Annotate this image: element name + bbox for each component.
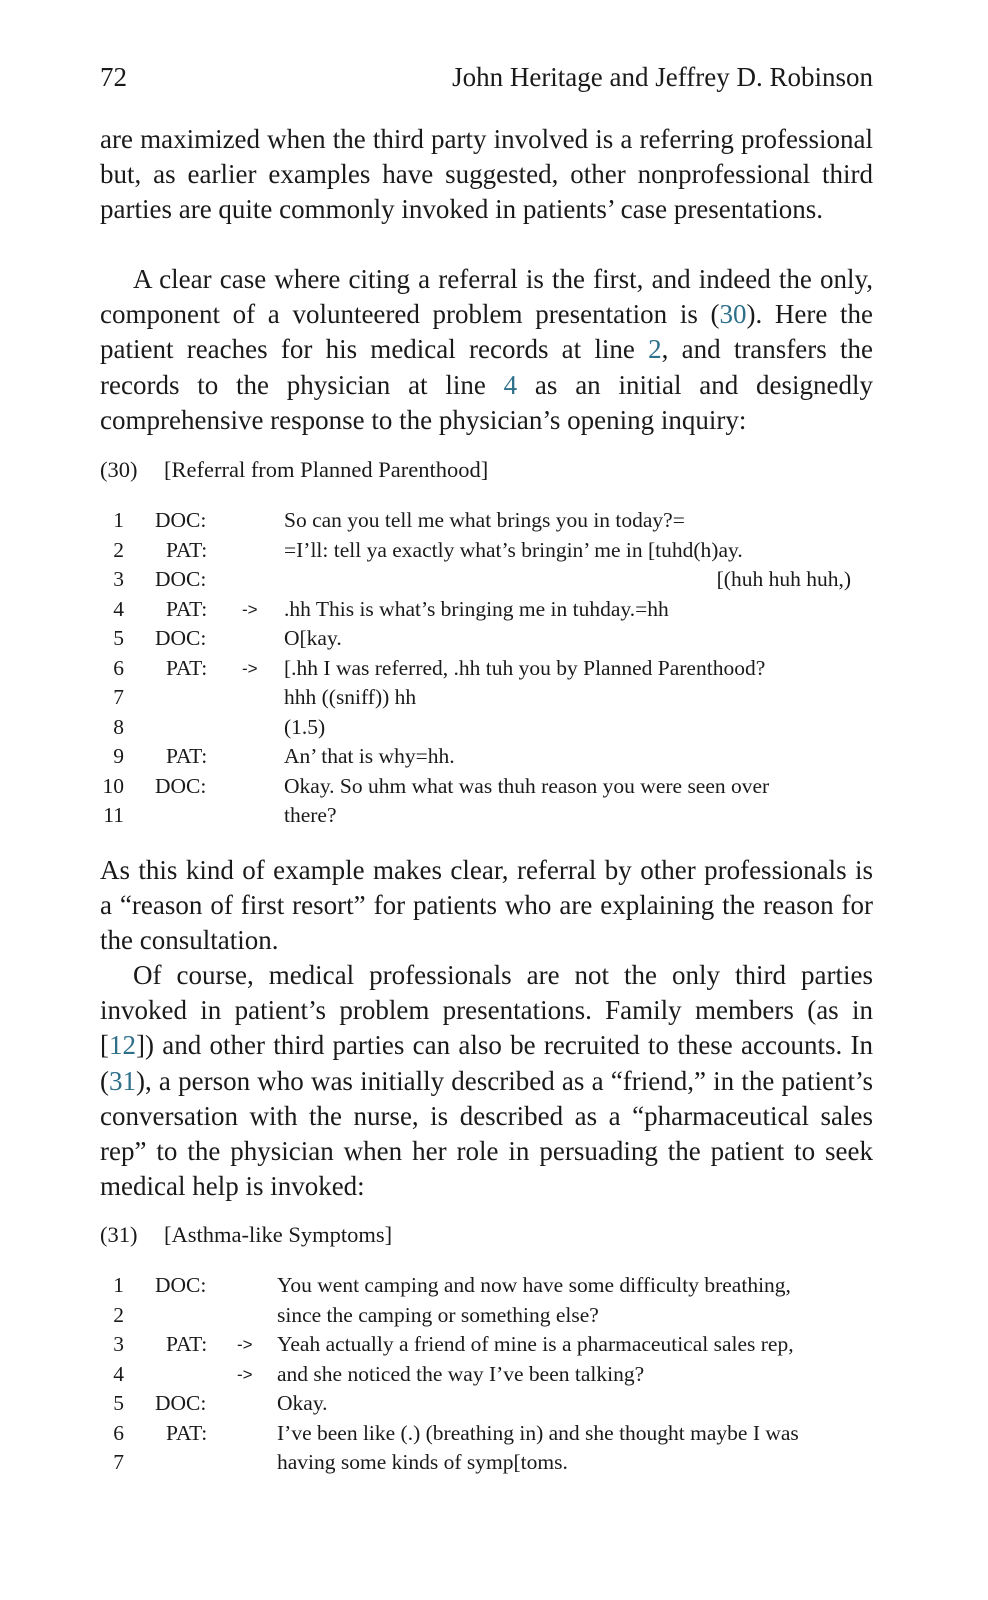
utterance-text: So can you tell me what brings you in today?= (284, 508, 685, 532)
focus-arrow: -> (237, 1335, 253, 1354)
running-head: John Heritage and Jeffrey D. Robinson (452, 62, 873, 92)
line-number: 3 (113, 1332, 124, 1356)
speaker-label: DOC: (155, 1273, 207, 1297)
transcript-line (100, 774, 873, 804)
speaker-label: DOC: (155, 508, 207, 532)
line-number: 4 (113, 596, 124, 621)
utterance-text: and she noticed the way I’ve been talking? (277, 1361, 645, 1386)
transcript-line (100, 567, 873, 597)
utterance-text: (1.5) (284, 714, 326, 739)
transcript-line (100, 1332, 873, 1362)
utterance-text: Okay. So uhm what was thuh reason you were seen over (284, 773, 770, 798)
transcript-line (100, 1421, 873, 1451)
utterance-text: hhh ((sniff)) hh (284, 685, 417, 709)
paragraph-2-text-a: A clear case where citing a referral is the first, and indeed the only, component of a volunteered problem presentation is ( (100, 264, 873, 330)
paragraph-4-text-c: ), a person who was initially described as a “friend,” in the patient’s conversation with the nurse, is described as a “pharmaceutical sales rep” to the physician when her role in persuading the patient to seek medical help is invoked: (100, 1065, 873, 1202)
line-number: 1 (113, 508, 124, 532)
example-30-link[interactable]: 30 (719, 299, 747, 330)
example-30-title: [Referral from Planned Parenthood] (164, 457, 489, 482)
line-number: 2 (113, 537, 124, 562)
transcript-line (100, 685, 873, 715)
utterance-text: .hh This is what’s bringing me in tuhday.=hh (284, 596, 669, 621)
speaker-label: DOC: (155, 1391, 207, 1415)
line-number: 7 (113, 685, 124, 709)
line-2-link[interactable]: 2 (648, 334, 662, 365)
line-number: 2 (113, 1302, 124, 1327)
line-4-link[interactable]: 4 (503, 369, 518, 400)
paragraph-2 (100, 262, 873, 438)
line-number: 4 (113, 1361, 124, 1386)
speaker-label: DOC: (155, 626, 207, 650)
line-number: 3 (113, 567, 124, 591)
transcript-line (100, 744, 873, 774)
speaker-label: DOC: (155, 773, 207, 798)
paragraph-1: are maximized when the third party involved is a referring professional but, as earlier examples have suggested, other nonprofessional third parties are quite commonly invoked in patients’ case presentations. (100, 124, 873, 225)
utterance-text: [(huh huh huh,) (716, 567, 851, 591)
example-30-number: (30) (100, 457, 138, 482)
example-31-number: (31) (100, 1222, 138, 1247)
focus-arrow: -> (242, 599, 258, 619)
paragraph-4 (100, 958, 873, 1204)
utterance-text: since the camping or something else? (277, 1302, 599, 1327)
transcript-line (100, 1450, 873, 1480)
transcript-line (100, 626, 873, 656)
transcript-line (100, 715, 873, 745)
line-number: 8 (113, 714, 124, 739)
focus-arrow: -> (237, 1364, 253, 1384)
line-number: 6 (113, 655, 124, 680)
paragraph-2-text-c: , and transfers the records to the physician at line (100, 334, 873, 400)
transcript-line (100, 656, 873, 686)
transcript-line (100, 1362, 873, 1392)
speaker-label: PAT: (166, 1332, 208, 1356)
speaker-label: PAT: (166, 744, 208, 768)
paragraph-2-text-b: ). Here the patient reaches for his medical records at line (100, 299, 873, 365)
line-number: 5 (113, 626, 124, 650)
speaker-label: PAT: (166, 655, 208, 680)
example-31-title: [Asthma-like Symptoms] (164, 1222, 393, 1247)
utterance-text: You went camping and now have some difficulty breathing, (277, 1273, 791, 1297)
transcript-30 (100, 508, 873, 833)
speaker-label: PAT: (166, 596, 208, 621)
utterance-text: [.hh I was referred, .hh tuh you by Planned Parenthood? (284, 655, 766, 680)
transcript-31 (100, 1273, 873, 1480)
speaker-label: DOC: (155, 567, 207, 591)
utterance-text: Okay. (277, 1391, 328, 1415)
paragraph-2-text-d: as an initial and designedly comprehensive response to the physician’s opening inquiry: (100, 369, 873, 435)
utterance-text: An’ that is why=hh. (284, 744, 455, 768)
utterance-text: having some kinds of symp[toms. (277, 1450, 568, 1474)
line-number: 9 (113, 744, 124, 768)
example-31-heading (100, 1222, 392, 1248)
utterance-text: =I’ll: tell ya exactly what’s bringin’ me in [tuhd(h)ay. (284, 537, 743, 562)
speaker-label: PAT: (166, 1420, 208, 1445)
speaker-label: PAT: (166, 537, 208, 562)
transcript-line (100, 1273, 873, 1303)
transcript-line (100, 803, 873, 833)
line-number: 7 (113, 1450, 124, 1474)
paragraph-4-text-b: ]) and other third parties can also be recruited to these accounts. In ( (100, 1030, 873, 1096)
utterance-text: I’ve been like (.) (breathing in) and she thought maybe I was (277, 1420, 799, 1445)
utterance-text: Yeah actually a friend of mine is a pharmaceutical sales rep, (277, 1332, 794, 1356)
utterance-text: there? (284, 803, 337, 827)
paragraph-3: As this kind of example makes clear, referral by other professionals is a “reason of first resort” for patients who are explaining the reason for the consultation. (100, 855, 873, 956)
transcript-line (100, 597, 873, 627)
transcript-line (100, 1391, 873, 1421)
focus-arrow: -> (242, 658, 258, 678)
paragraph-4-text-a: Of course, medical professionals are not the only third parties invoked in patient’s problem presentations. Family members (as in [ (100, 960, 873, 1061)
line-number: 11 (103, 803, 124, 827)
transcript-line (100, 508, 873, 538)
example-31-link[interactable]: 31 (109, 1065, 136, 1096)
transcript-line (100, 1303, 873, 1333)
line-number: 6 (113, 1420, 124, 1445)
line-number: 1 (113, 1273, 124, 1297)
transcript-line (100, 538, 873, 568)
line-number: 10 (102, 773, 124, 798)
page-number: 72 (100, 62, 127, 92)
utterance-text: O[kay. (284, 626, 342, 650)
page-header (100, 62, 873, 102)
example-30-heading (100, 457, 488, 483)
example-12-link[interactable]: 12 (109, 1030, 136, 1061)
line-number: 5 (113, 1391, 124, 1415)
